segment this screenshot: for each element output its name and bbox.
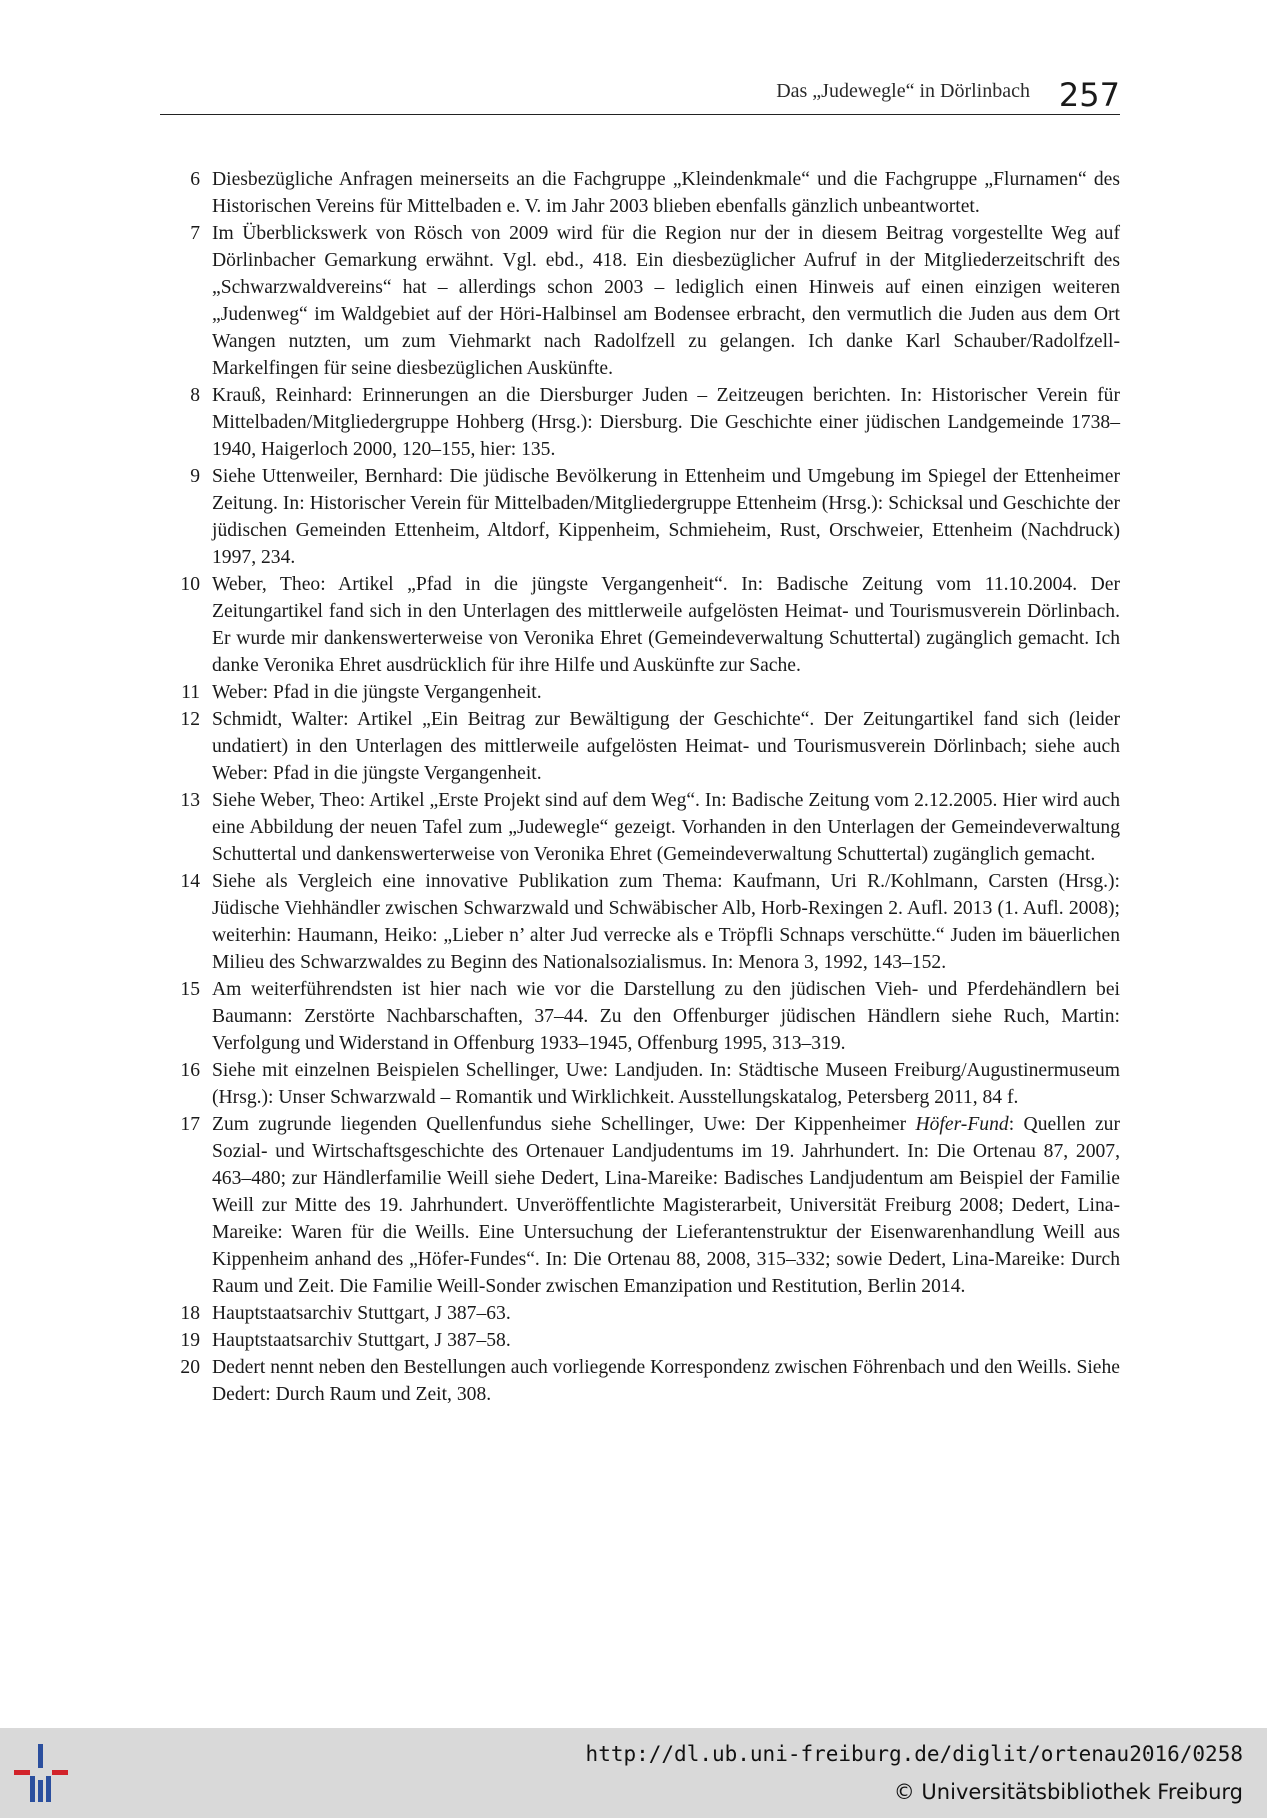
footnote-text: Dedert nennt neben den Bestellungen auch vorliegende Korrespondenz zwischen Föhrenbach und den Weills. Siehe Dedert: Durch Raum und Zeit, 308. [212,1357,1120,1405]
logo-bar-blue-left [30,1776,35,1802]
footnote-text: Weber, Theo: Artikel „Pfad in die jüngste Vergangenheit“. In: Badische Zeitung vom 11.10.2004. Der Zeitungartikel fand sich in den Unterlagen des mittlerweile aufgelösten Heimat- und Tourismusverein Dörlinbach. Er wurde mir dankenswerterweise von Veronika Ehret (Gemeindeverwaltung Schuttertal) zugänglich gemacht. Ich danke Veronika Ehret ausdrücklich für ihre Hilfe und Auskünfte zur Sache. [212,574,1120,676]
footnote [160,1111,1120,1300]
footnote-number: 16 [180,1060,200,1081]
footnote-number: 10 [180,574,200,595]
footnote [160,787,1120,868]
footnote [160,166,1120,220]
footnote-number: 18 [180,1303,200,1324]
copyright-notice: © Universitätsbibliothek Freiburg [893,1780,1243,1804]
footnote-text: Siehe mit einzelnen Beispielen Schellinger, Uwe: Landjuden. In: Städtische Museen Freiburg/Augustinermuseum (Hrsg.): Unser Schwarzwald – Romantik und Wirklichkeit. Ausstellungskatalog, Petersberg 2011, 84 f. [212,1060,1120,1108]
footnote-text-italic: Höfer-Fund [915,1114,1009,1135]
footnote-text: Siehe Uttenweiler, Bernhard: Die jüdische Bevölkerung in Ettenheim und Umgebung im Spiegel der Ettenheimer Zeitung. In: Historischer Verein für Mittelbaden/Mitgliedergruppe Ettenheim (Hrsg.): Schicksal und Geschichte der jüdischen Gemeinden Ettenheim, Altdorf, Kippenheim, Schmieheim, Rust, Orschweier, Ettenheim (Nachdruck) 1997, 234. [212,466,1120,568]
footnote-number: 12 [180,709,200,730]
footnote-number: 7 [190,223,200,244]
footnote-number: 14 [180,871,200,892]
footnote [160,571,1120,679]
footnote-text: Krauß, Reinhard: Erinnerungen an die Diersburger Juden – Zeitzeugen berichten. In: Historischer Verein für Mittelbaden/Mitgliedergruppe Hohberg (Hrsg.): Diersburg. Die Geschichte einer jüdischen Landgemeinde 1738–1940, Haigerloch 2000, 120–155, hier: 135. [212,385,1120,460]
source-url-link[interactable]: http://dl.ub.uni-freiburg.de/diglit/ortenau2016/0258 [585,1742,1243,1766]
footnote [160,679,1120,706]
logo-bar-blue-top [38,1744,43,1768]
footnote-number: 8 [190,385,200,406]
footnote [160,976,1120,1057]
footnote-text [200,1111,1120,1300]
footnote-text: Hauptstaatsarchiv Stuttgart, J 387–58. [212,1330,511,1351]
footnote-text: Siehe als Vergleich eine innovative Publikation zum Thema: Kaufmann, Uri R./Kohlmann, Carsten (Hrsg.): Jüdische Viehhändler zwischen Schwarzwald und Schwäbischer Alb, Horb-Rexingen 2. Aufl. 2013 (1. Aufl. 2008); weiterhin: Haumann, Heiko: „Lieber n’ alter Jud verrecke als e Tröpfli Schnaps verschütte.“ Juden im bäuerlichen Milieu des Schwarzwaldes zu Beginn des Nationalsozialismus. In: Menora 3, 1992, 143–152. [212,871,1120,973]
footnote-number: 15 [180,979,200,1000]
footnote [160,382,1120,463]
footnote [160,220,1120,382]
footnote-text: Diesbezügliche Anfragen meinerseits an die Fachgruppe „Kleindenkmale“ und die Fachgruppe „Flurnamen“ des Historischen Vereins für Mittelbaden e. V. im Jahr 2003 blieben ebenfalls gänzlich unbeantwortet. [212,169,1120,217]
footnote [160,1300,1120,1327]
footnote-text: Weber: Pfad in die jüngste Vergangenheit. [212,682,542,703]
footnote [160,463,1120,571]
footer-bar [0,1728,1267,1818]
footnote-number: 9 [190,466,200,487]
footnote-number: 19 [180,1330,200,1351]
footnote-text: Siehe Weber, Theo: Artikel „Erste Projekt sind auf dem Weg“. In: Badische Zeitung vom 2.12.2005. Hier wird auch eine Abbildung der neuen Tafel zum „Judewegle“ gezeigt. Vorhanden in den Unterlagen der Gemeindeverwaltung Schuttertal und dankenswerterweise von Veronika Ehret (Gemeindeverwaltung Schuttertal) zugänglich gemacht. [212,790,1120,865]
logo-bar-blue-center [38,1780,43,1802]
footnote-number: 20 [180,1357,200,1378]
footnote [160,868,1120,976]
footnote-number: 6 [190,169,200,190]
logo-bar-red-right [52,1770,68,1775]
footnote-text: Im Überblickswerk von Rösch von 2009 wird für die Region nur der in diesem Beitrag vorgestellte Weg auf Dörlinbacher Gemarkung erwähnt. Vgl. ebd., 418. Ein diesbezüglicher Aufruf in der Mitgliederzeitschrift des „Schwarzwaldvereins“ hat – allerdings schon 2003 – lediglich einen Hinweis auf einen einzigen weiteren „Judenweg“ im Waldgebiet auf der Höri-Halbinsel am Bodensee erbracht, den vermutlich die Juden aus dem Ort Wangen nutzten, um zum Viehmarkt nach Radolfzell zu gelangen. Ich danke Karl Schauber/Radolfzell-Markelfingen für seine diesbezüglichen Auskünfte. [212,223,1120,379]
footnote-text-end: : Quellen zur Sozial- und Wirtschaftsgeschichte des Ortenauer Landjudentums im 19. Jahrhundert. In: Die Ortenau 87, 2007, 463–480; zur Händlerfamilie Weill siehe Dedert, Lina-Mareike: Badisches Landjudentum am Beispiel der Familie Weill zur Mitte des 19. Jahrhundert. Unveröffentlichte Magisterarbeit, Universität Freiburg 2008; Dedert, Lina-Mareike: Waren für die Weills. Eine Untersuchung der Lieferantenstruktur der Eisenwarenhandlung Weill aus Kippenheim anhand des „Höfer-Fundes“. In: Die Ortenau 88, 2008, 315–332; sowie Dedert, Lina-Mareike: Durch Raum und Zeit. Die Familie Weill-Sonder zwischen Emanzipation und Restitution, Berlin 2014. [212,1114,1120,1297]
running-title: Das „Judewegle“ in Dörlinbach [776,80,1030,102]
footnote [160,1327,1120,1354]
logo-bar-blue-right [46,1776,51,1802]
footnote-number: 11 [181,682,200,703]
footnote-text: Am weiterführendsten ist hier nach wie vor die Darstellung zu den jüdischen Vieh- und Pferdehändlern bei Baumann: Zerstörte Nachbarschaften, 37–44. Zu den Offenburger jüdischen Händlern siehe Ruch, Martin: Verfolgung und Widerstand in Offenburg 1933–1945, Offenburg 1995, 313–319. [212,979,1120,1054]
footnote [160,706,1120,787]
footnote-number: 17 [180,1114,200,1135]
footnote [160,1057,1120,1111]
footnote-text-start: Zum zugrunde liegenden Quellenfundus siehe Schellinger, Uwe: Der Kippenheimer [212,1114,916,1135]
footnote-text: Schmidt, Walter: Artikel „Ein Beitrag zur Bewältigung der Geschichte“. Der Zeitungartikel fand sich (leider undatiert) in den Unterlagen des mittlerweile aufgelösten Heimat- und Tourismusverein Dörlinbach; siehe auch Weber: Pfad in die jüngste Vergangenheit. [212,709,1120,784]
page-header [160,70,1120,115]
page-number: 257 [1058,76,1120,114]
logo-bar-red-left [14,1770,30,1775]
footnote-number: 13 [180,790,200,811]
footnote-text: Hauptstaatsarchiv Stuttgart, J 387–63. [212,1303,511,1324]
ub-freiburg-logo-icon [8,1742,78,1806]
footnote [160,1354,1120,1408]
footnotes [160,166,1120,1408]
